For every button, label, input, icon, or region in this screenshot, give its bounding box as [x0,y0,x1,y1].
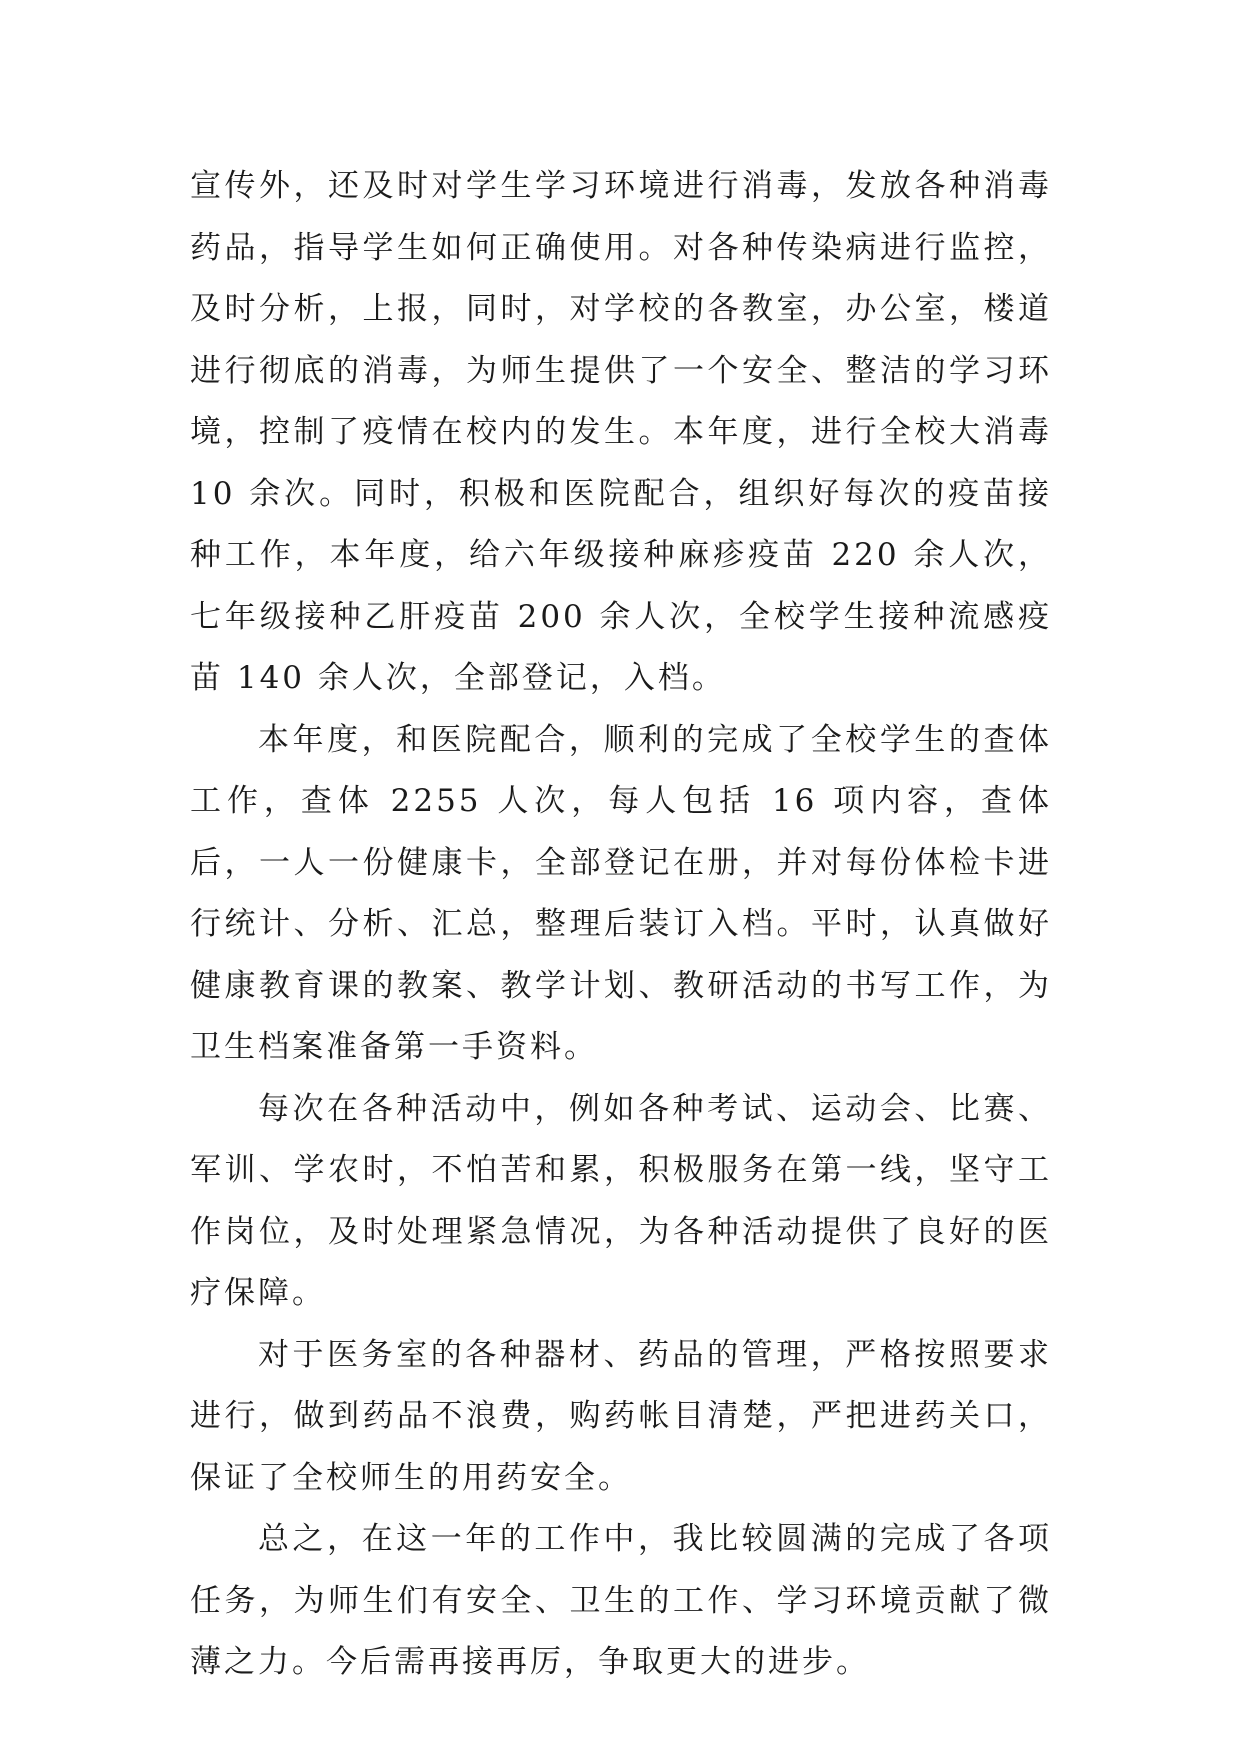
paragraph-conclusion: 总之，在这一年的工作中，我比较圆满的完成了各项任务，为师生们有安全、卫生的工作、学习环境贡献了微薄之力。今后需再接再厉，争取更大的进步。 [190,1521,1052,1680]
paragraph-activity-support: 每次在各种活动中，例如各种考试、运动会、比赛、军训、学农时，不怕苦和累，积极服务在第一线，坚守工作岗位，及时处理紧急情况，为各种活动提供了良好的医疗保障。 [190,1090,1052,1311]
paragraph-physical-exam: 本年度，和医院配合，顺利的完成了全校学生的查体工作，查体 2255 人次，每人包括 16 项内容，查体后，一人一份健康卡，全部登记在册，并对每份体检卡进行统计、分析、汇总，整理后装订入档。平时，认真做好健康教育课的教案、教学计划、教研活动的书写工作，为卫生档案准备第一手资料。 [190,721,1052,1065]
paragraph-medicine-management: 对于医务室的各种器材、药品的管理，严格按照要求进行，做到药品不浪费，购药帐目清楚，严把进药关口，保证了全校师生的用药安全。 [190,1336,1052,1496]
paragraph-disinfection-vaccination: 宣传外，还及时对学生学习环境进行消毒，发放各种消毒药品，指导学生如何正确使用。对各种传染病进行监控，及时分析，上报，同时，对学校的各教室，办公室，楼道进行彻底的消毒，为师生提供了一个安全、整洁的学习环境，控制了疫情在校内的发生。本年度，进行全校大消毒 10 余次。同时，积极和医院配合，组织好每次的疫苗接种工作，本年度，给六年级接种麻疹疫苗 220 余人次，七年级接种乙肝疫苗 200 余人次，全校学生接种流感疫苗 140 余人次，全部登记，入档。 [190,168,1052,696]
document-body [190,156,1052,1694]
